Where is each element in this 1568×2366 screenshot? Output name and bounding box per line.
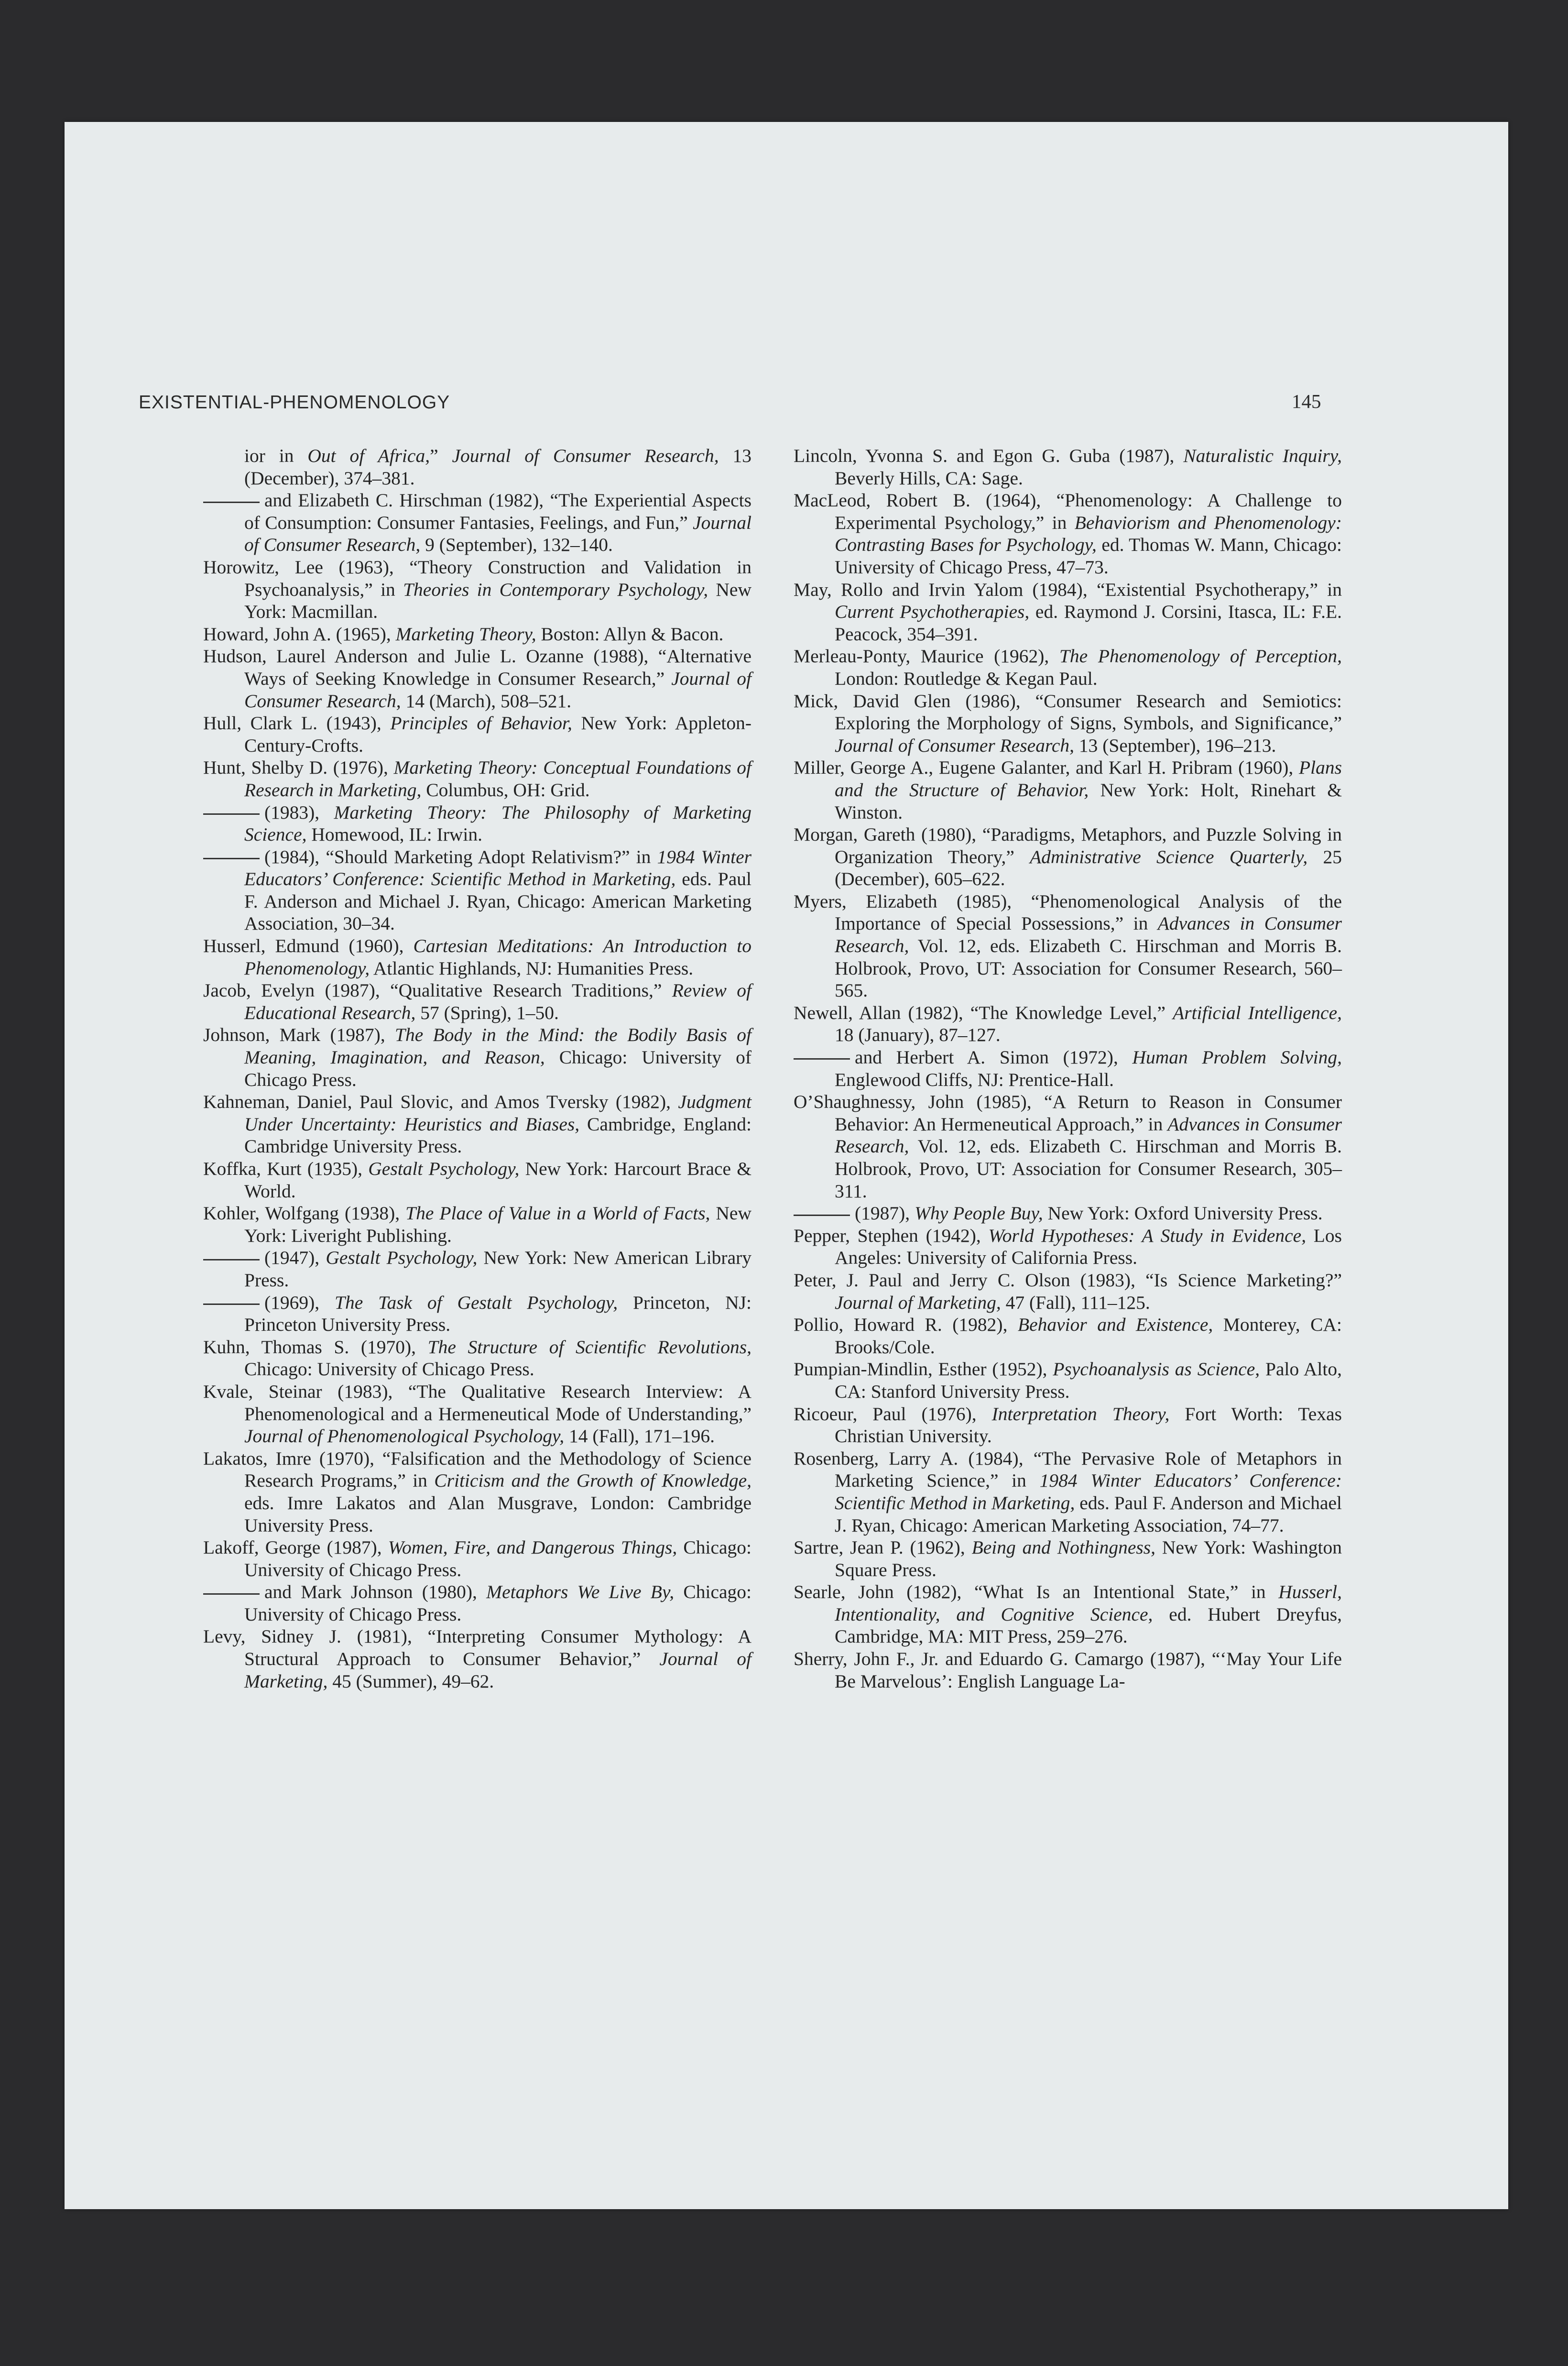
reference-text: Vol. 12, eds. Elizabeth C. Hirschman and Morris B. Holbrook, Provo, UT: Association for Consumer Research, 560–565. [835, 935, 1342, 1001]
reference-title: World Hypotheses: A Study in Evidence, [988, 1225, 1307, 1246]
reference-title: Behaviorism and Phenomenology: Contrasting Bases for Psychology, [835, 512, 1342, 556]
reference-text: and Mark Johnson (1980), [264, 1581, 487, 1603]
reference-text: Lakoff, George (1987), [203, 1537, 388, 1558]
reference-title: Being and Nothingness, [971, 1537, 1155, 1558]
reference-title: Gestalt Psychology, [368, 1158, 520, 1179]
repeat-author-dash [203, 1303, 260, 1305]
reference-entry [794, 1648, 1342, 1692]
reference-entry [203, 623, 751, 646]
repeat-author-dash [794, 1058, 850, 1060]
reference-title: Behavior and Existence, [1017, 1314, 1213, 1336]
reference-title: Women, Fire, and Dangerous Things, [388, 1537, 677, 1558]
reference-entry [203, 1024, 751, 1091]
reference-entry [203, 1581, 751, 1625]
reference-text: Koffka, Kurt (1935), [203, 1158, 369, 1179]
reference-text: Kvale, Steinar (1983), “The Qualitative Research Interview: A Phenomenological and a Hermeneutical Mode of Understanding,” [203, 1380, 751, 1424]
reference-text: Pepper, Stephen (1942), [794, 1225, 989, 1246]
reference-entry [203, 645, 751, 712]
reference-title: Theories in Contemporary Psychology, [403, 579, 708, 600]
running-head: EXISTENTIAL-PHENOMENOLOGY [139, 392, 450, 413]
reference-title: Journal of Phenomenological Psychology, [244, 1425, 565, 1447]
reference-entry [203, 756, 751, 801]
reference-text: New York: New American Library Press. [244, 1247, 752, 1291]
reference-title: The Task of Gestalt Psychology, [335, 1292, 618, 1313]
reference-text: Mick, David Glen (1986), “Consumer Research and Semiotics: Exploring the Morphology of Signs, Symbols, and Significance,” [794, 690, 1342, 734]
reference-text: and Elizabeth C. Hirschman (1982), “The Experiential Aspects of Consumption: Consumer Fantasies, Feelings, and Fun,” [244, 490, 751, 533]
reference-text: ed. Thomas W. Mann, Chicago: University of Chicago Press, 47–73. [835, 534, 1342, 578]
reference-text: 13 (September), 196–213. [1074, 734, 1276, 756]
reference-text: Cambridge, England: Cambridge University Press. [244, 1113, 751, 1157]
reference-text: Merleau-Ponty, Maurice (1962), [794, 646, 1059, 667]
reference-text: 45 (Summer), 49–62. [327, 1670, 494, 1692]
reference-entry [794, 1202, 1342, 1225]
reference-text: Hudson, Laurel Anderson and Julie L. Ozanne (1988), “Alternative Ways of Seeking Knowledge in Consumer Research,” [203, 646, 751, 689]
reference-text: New York: Harcourt Brace & World. [244, 1158, 751, 1202]
reference-entry [203, 1202, 751, 1247]
reference-entry [794, 1002, 1342, 1046]
reference-text: May, Rollo and Irvin Yalom (1984), “Existential Psychotherapy,” in [794, 579, 1342, 600]
reference-title: The Body in the Mind: the Bodily Basis of Meaning, Imagination, and Reason, [244, 1024, 752, 1068]
reference-text: Myers, Elizabeth (1985), “Phenomenological Analysis of the Importance of Special Possessions,” in [794, 890, 1342, 934]
reference-text: Atlantic Highlands, NJ: Humanities Press. [370, 957, 694, 979]
reference-entry [203, 1536, 751, 1581]
reference-entry [203, 556, 751, 623]
reference-title: Plans and the Structure of Behavior, [835, 757, 1342, 800]
reference-text: New York: Liveright Publishing. [244, 1203, 751, 1246]
reference-text: (1983), [264, 801, 334, 823]
reference-text: Sherry, John F., Jr. and Eduardo G. Camargo (1987), “‘May Your Life Be Marvelous’: English Language La- [794, 1648, 1342, 1692]
references-right-column [794, 445, 1342, 1692]
reference-title: Review of Educational Research, [244, 980, 751, 1023]
reference-text: 47 (Fall), 111–125. [1001, 1292, 1150, 1313]
reference-text: Rosenberg, Larry A. (1984), “The Pervasive Role of Metaphors in Marketing Science,” in [794, 1447, 1342, 1491]
reference-title: Artificial Intelligence, [1173, 1002, 1342, 1023]
reference-entry [203, 979, 751, 1024]
page-number: 145 [1292, 390, 1321, 412]
reference-text: Howard, John A. (1965), [203, 623, 396, 645]
reference-title: Journal of Marketing, [244, 1648, 752, 1692]
reference-text: ed. Hubert Dreyfus, Cambridge, MA: MIT Press, 259–276. [835, 1603, 1342, 1647]
reference-entry [794, 1225, 1342, 1269]
reference-text: Husserl, Edmund (1960), [203, 935, 414, 957]
reference-text: Ricoeur, Paul (1976), [794, 1403, 992, 1424]
reference-entry [203, 1247, 751, 1291]
reference-text: Los Angeles: University of California Press. [835, 1225, 1342, 1269]
references-left-column [203, 445, 751, 1692]
reference-text: New York: Appleton-Century-Crofts. [244, 712, 751, 756]
reference-title: Advances in Consumer Research, [835, 1113, 1342, 1157]
reference-text: ior in [244, 445, 308, 466]
reference-entry [794, 890, 1342, 1002]
reference-title: Advances in Consumer Research, [835, 913, 1342, 957]
reference-text: Kahneman, Daniel, Paul Slovic, and Amos Tversky (1982), [203, 1091, 678, 1113]
reference-title: Human Problem Solving, [1132, 1047, 1342, 1068]
reference-title: Metaphors We Live By, [486, 1581, 675, 1603]
repeat-author-dash [794, 1215, 850, 1216]
reference-entry [203, 801, 751, 846]
reference-title: Interpretation Theory, [991, 1403, 1170, 1424]
reference-title: Journal of Marketing, [835, 1292, 1001, 1313]
reference-entry [794, 823, 1342, 890]
reference-text: Chicago: University of Chicago Press. [244, 1537, 752, 1580]
reference-text: Peter, J. Paul and Jerry C. Olson (1983), “Is Science Marketing?” [794, 1269, 1342, 1291]
reference-text: Miller, George A., Eugene Galanter, and Karl H. Pribram (1960), [794, 757, 1299, 778]
reference-text: Searle, John (1982), “What Is an Intentional State,” in [794, 1581, 1279, 1603]
reference-title: Principles of Behavior, [390, 712, 572, 734]
reference-title: Cartesian Meditations: An Introduction to Phenomenology, [244, 935, 751, 979]
reference-entry [203, 1292, 751, 1336]
reference-title: Husserl, Intentionality, and Cognitive Science, [835, 1581, 1342, 1625]
repeat-author-dash [203, 1259, 260, 1260]
reference-title: Criticism and the Growth of Knowledge, [434, 1470, 751, 1491]
reference-text: 57 (Spring), 1–50. [415, 1002, 559, 1023]
reference-text: (1947), [264, 1247, 326, 1269]
reference-title: Current Psychotherapies, [835, 601, 1030, 623]
reference-title: Marketing Theory: Conceptual Foundations of Research in Marketing, [244, 757, 751, 800]
reference-entry [203, 846, 751, 935]
reference-text: Chicago: University of Chicago Press. [244, 1047, 751, 1090]
reference-entry [794, 579, 1342, 646]
reference-text: 9 (September), 132–140. [420, 534, 613, 556]
reference-title: Journal of Consumer Research, [244, 668, 751, 712]
reference-text: Kohler, Wolfgang (1938), [203, 1203, 406, 1224]
reference-entry [203, 1625, 751, 1692]
reference-entry [203, 1158, 751, 1202]
reference-title: Psychoanalysis as Science, [1053, 1358, 1260, 1380]
reference-text: 18 (January), 87–127. [835, 1024, 1001, 1046]
reference-text: MacLeod, Robert B. (1964), “Phenomenology: A Challenge to Experimental Psychology,” in [794, 490, 1342, 533]
reference-text: (1987), [855, 1203, 915, 1224]
reference-entry [794, 489, 1342, 578]
reference-entry [794, 690, 1342, 757]
reference-text: (1984), “Should Marketing Adopt Relativism?” in [264, 846, 657, 867]
reference-title: Naturalistic Inquiry, [1183, 445, 1342, 466]
reference-title: The Place of Value in a World of Facts, [405, 1203, 710, 1224]
repeat-author-dash [203, 858, 260, 859]
reference-text: Beverly Hills, CA: Sage. [835, 467, 1023, 489]
reference-entry [794, 1046, 1342, 1091]
reference-title: 1984 Winter Educators’ Conference: Scientific Method in Marketing, [244, 846, 751, 890]
reference-title: Judgment Under Uncertainty: Heuristics and Biases, [244, 1091, 751, 1135]
reference-text: (1969), [264, 1292, 335, 1313]
reference-entry [203, 445, 751, 489]
reference-title: Journal of Consumer Research, [452, 445, 719, 466]
reference-text: 14 (March), 508–521. [401, 690, 572, 712]
reference-text: eds. Paul F. Anderson and Michael J. Ryan, Chicago: American Marketing Association, 30–34. [244, 868, 751, 934]
reference-text: Hull, Clark L. (1943), [203, 712, 391, 734]
reference-text: Levy, Sidney J. (1981), “Interpreting Consumer Mythology: A Structural Approach to Consumer Behavior,” [203, 1626, 751, 1670]
reference-text: Vol. 12, eds. Elizabeth C. Hirschman and Morris B. Holbrook, Provo, UT: Association for Consumer Research, 305–311. [835, 1136, 1342, 1202]
reference-entry [794, 1358, 1342, 1402]
reference-text: Hunt, Shelby D. (1976), [203, 757, 394, 778]
reference-title: 1984 Winter Educators’ Conference: Scientific Method in Marketing, [835, 1470, 1342, 1513]
reference-text: Boston: Allyn & Bacon. [536, 623, 724, 645]
repeat-author-dash [203, 813, 260, 815]
reference-text: New York: Washington Square Press. [835, 1537, 1342, 1580]
reference-text: Lincoln, Yvonna S. and Egon G. Guba (1987), [794, 445, 1184, 466]
reference-text: Sartre, Jean P. (1962), [794, 1537, 972, 1558]
reference-text: Palo Alto, CA: Stanford University Press. [835, 1358, 1342, 1402]
reference-entry [794, 1314, 1342, 1358]
reference-text: eds. Imre Lakatos and Alan Musgrave, London: Cambridge University Press. [244, 1492, 751, 1536]
reference-entry [794, 1447, 1342, 1536]
reference-text: O’Shaughnessy, John (1985), “A Return to Reason in Consumer Behavior: An Hermeneutical Approach,” in [794, 1091, 1342, 1135]
reference-text: Chicago: University of Chicago Press. [244, 1358, 534, 1380]
reference-title: Marketing Theory, [395, 623, 536, 645]
reference-entry [794, 756, 1342, 823]
reference-entry [794, 1269, 1342, 1314]
repeat-author-dash [203, 1593, 260, 1595]
reference-text: Pumpian-Mindlin, Esther (1952), [794, 1358, 1053, 1380]
reference-entry [203, 1336, 751, 1380]
reference-entry [203, 1380, 751, 1447]
reference-title: Administrative Science Quarterly, [1030, 846, 1308, 867]
reference-entry [794, 445, 1342, 489]
reference-title: The Phenomenology of Perception, [1059, 646, 1342, 667]
reference-text: eds. Paul F. Anderson and Michael J. Ryan, Chicago: American Marketing Association, 74–77. [835, 1492, 1342, 1536]
reference-entry [794, 645, 1342, 690]
reference-text: London: Routledge & Kegan Paul. [835, 668, 1098, 689]
reference-text: Horowitz, Lee (1963), “Theory Construction and Validation in Psychoanalysis,” in [203, 556, 751, 600]
reference-entry [203, 1091, 751, 1158]
reference-entry [203, 489, 751, 556]
reference-entry [203, 712, 751, 756]
reference-text: Johnson, Mark (1987), [203, 1024, 395, 1046]
reference-text: Lakatos, Imre (1970), “Falsification and the Methodology of Science Research Programs,” in [203, 1447, 751, 1491]
reference-text: Newell, Allan (1982), “The Knowledge Level,” [794, 1002, 1173, 1023]
repeat-author-dash [203, 502, 260, 503]
reference-text: and Herbert A. Simon (1972), [855, 1047, 1132, 1068]
reference-entry [794, 1536, 1342, 1581]
reference-text: 14 (Fall), 171–196. [564, 1425, 715, 1447]
reference-title: The Structure of Scientific Revolutions, [427, 1336, 751, 1358]
reference-text: Chicago: University of Chicago Press. [244, 1581, 752, 1625]
reference-entry [203, 935, 751, 979]
reference-text: ed. Raymond J. Corsini, Itasca, IL: F.E. Peacock, 354–391. [835, 601, 1342, 645]
reference-title: Out of Africa, [307, 445, 430, 466]
reference-text: Pollio, Howard R. (1982), [794, 1314, 1018, 1336]
reference-text: New York: Holt, Rinehart & Winston. [835, 779, 1342, 823]
reference-text: Jacob, Evelyn (1987), “Qualitative Research Traditions,” [203, 980, 672, 1001]
reference-text: New York: Oxford University Press. [1043, 1203, 1323, 1224]
reference-entry [203, 1447, 751, 1536]
reference-text: Englewood Cliffs, NJ: Prentice-Hall. [835, 1069, 1114, 1090]
reference-text: Homewood, IL: Irwin. [306, 824, 482, 845]
reference-title: Journal of Consumer Research, [835, 734, 1075, 756]
reference-text: ” [430, 445, 452, 466]
reference-text: New York: Macmillan. [244, 579, 751, 623]
reference-title: Marketing Theory: The Philosophy of Marketing Science, [244, 801, 751, 845]
reference-entry [794, 1403, 1342, 1447]
reference-title: Why People Buy, [915, 1203, 1043, 1224]
reference-title: Journal of Consumer Research, [244, 512, 751, 556]
reference-entry [794, 1581, 1342, 1648]
reference-text: 13 (December), 374–381. [244, 445, 751, 489]
reference-text: Fort Worth: Texas Christian University. [835, 1403, 1342, 1447]
reference-text: Monterey, CA: Brooks/Cole. [835, 1314, 1342, 1358]
reference-text: Princeton, NJ: Princeton University Press. [244, 1292, 751, 1336]
reference-title: Gestalt Psychology, [326, 1247, 478, 1269]
reference-text: Kuhn, Thomas S. (1970), [203, 1336, 428, 1358]
reference-entry [794, 1091, 1342, 1202]
reference-text: 25 (December), 605–622. [835, 846, 1342, 890]
reference-text: Morgan, Gareth (1980), “Paradigms, Metaphors, and Puzzle Solving in Organization Theory,” [794, 824, 1342, 867]
reference-text: Columbus, OH: Grid. [421, 779, 590, 800]
